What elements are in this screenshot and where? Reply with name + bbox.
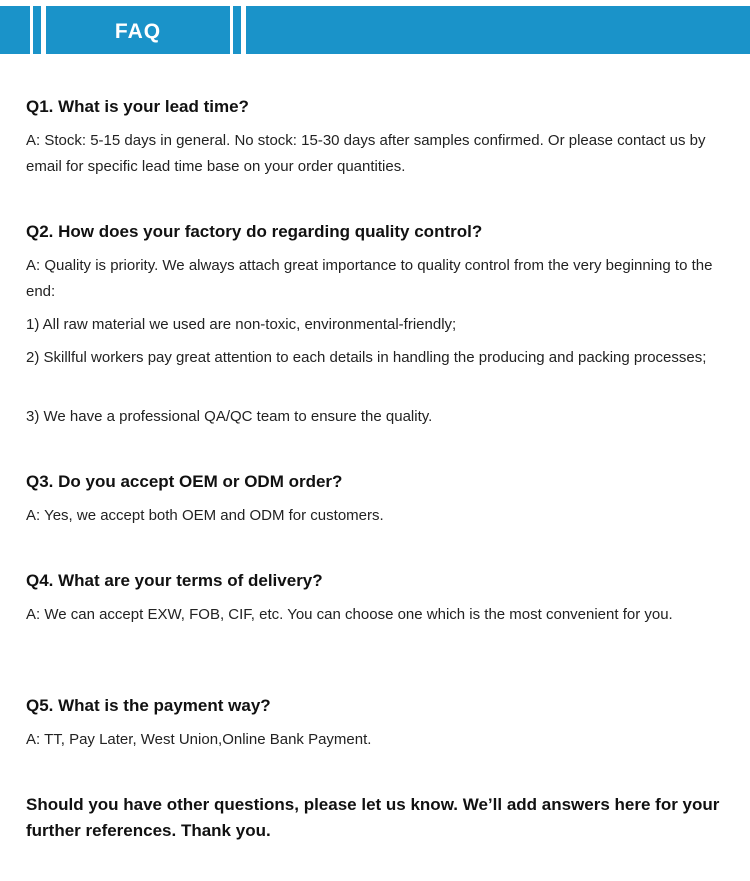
banner-block-left xyxy=(0,6,30,54)
faq-answer-3: A: Yes, we accept both OEM and ODM for customers. xyxy=(26,507,384,524)
faq-answer-2-item-2: 2) Skillful workers pay great attention to each details in handling the producing and packing processes; xyxy=(26,349,707,366)
faq-banner xyxy=(0,6,750,54)
faq-answer-2-item-1: 1) All raw material we used are non-toxic, environmental-friendly; xyxy=(26,316,457,333)
closing-note: Should you have other questions, please let us know. We’ll add answers here for your further references. Thank you. xyxy=(26,795,720,840)
banner-block-right xyxy=(246,6,750,54)
faq-question-3: Q3. Do you accept OEM or ODM order? xyxy=(26,472,343,491)
faq-question-2: Q2. How does your factory do regarding quality control? xyxy=(26,222,483,241)
faq-answer-5: A: TT, Pay Later, West Union,Online Bank Payment. xyxy=(26,731,372,748)
banner-stripe xyxy=(233,6,241,54)
faq-answer-2: A: Quality is priority. We always attach great importance to quality control from the very beginning to the end: xyxy=(26,257,713,300)
faq-question-4: Q4. What are your terms of delivery? xyxy=(26,571,323,590)
faq-question-5: Q5. What is the payment way? xyxy=(26,696,271,715)
faq-question-1: Q1. What is your lead time? xyxy=(26,97,249,116)
faq-answer-4: A: We can accept EXW, FOB, CIF, etc. You can choose one which is the most convenient for you. xyxy=(26,606,673,623)
faq-answer-2-item-3: 3) We have a professional QA/QC team to ensure the quality. xyxy=(26,408,433,425)
faq-title: FAQ xyxy=(114,20,162,43)
faq-answer-1: A: Stock: 5-15 days in general. No stock: 15-30 days after samples confirmed. Or please contact us by email for specific lead time base on your order quantities. xyxy=(26,132,706,175)
banner-stripe xyxy=(33,6,41,54)
